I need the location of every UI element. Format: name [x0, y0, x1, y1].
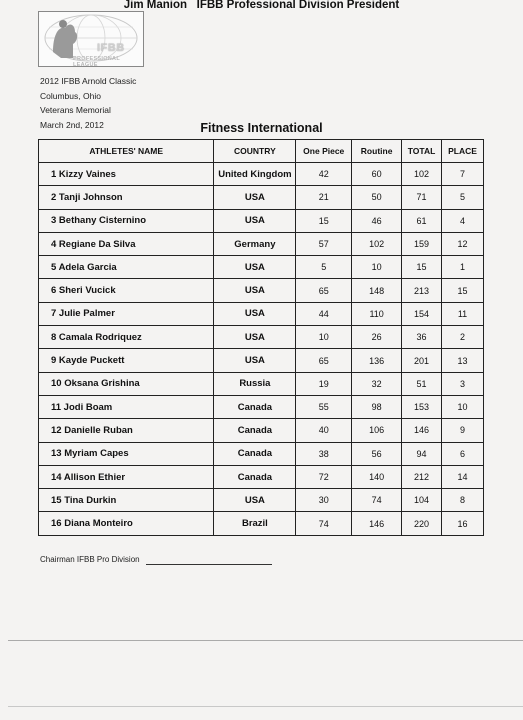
country-cell: Canada — [214, 395, 296, 418]
place-cell: 8 — [442, 489, 484, 512]
country-cell: USA — [214, 256, 296, 279]
athlete-name-cell: 14 Allison Ethier — [39, 465, 214, 488]
place-cell: 12 — [442, 232, 484, 255]
table-row — [39, 442, 484, 465]
routine-score-cell: 26 — [352, 326, 402, 349]
total-score-cell: 146 — [402, 419, 442, 442]
event-venue: Veterans Memorial — [40, 105, 111, 115]
athlete-name-cell: 9 Kayde Puckett — [39, 349, 214, 372]
athlete-name-cell: 15 Tina Durkin — [39, 489, 214, 512]
one-piece-score-cell: 10 — [296, 326, 352, 349]
event-name: 2012 IFBB Arnold Classic — [40, 76, 137, 86]
one-piece-score-cell: 72 — [296, 465, 352, 488]
routine-score-cell: 136 — [352, 349, 402, 372]
table-row — [39, 232, 484, 255]
place-cell: 15 — [442, 279, 484, 302]
country-cell: USA — [214, 302, 296, 325]
results-table — [38, 139, 484, 536]
table-row — [39, 279, 484, 302]
results-body — [39, 163, 484, 536]
routine-score-cell: 56 — [352, 442, 402, 465]
country-cell: Germany — [214, 232, 296, 255]
table-header-row — [39, 140, 484, 163]
athlete-name-cell: 1 Kizzy Vaines — [39, 163, 214, 186]
table-row — [39, 302, 484, 325]
header-athletes-name: ATHLETES' NAME — [39, 140, 214, 163]
place-cell: 9 — [442, 419, 484, 442]
routine-score-cell: 102 — [352, 232, 402, 255]
one-piece-score-cell: 40 — [296, 419, 352, 442]
athlete-name-cell: 16 Diana Monteiro — [39, 512, 214, 535]
place-cell: 5 — [442, 186, 484, 209]
athlete-name-cell: 11 Jodi Boam — [39, 395, 214, 418]
athlete-name-cell: 8 Camala Rodriquez — [39, 326, 214, 349]
one-piece-score-cell: 19 — [296, 372, 352, 395]
country-cell: Brazil — [214, 512, 296, 535]
signature-line — [146, 564, 272, 565]
athlete-name-cell: 3 Bethany Cisternino — [39, 209, 214, 232]
header-place: PLACE — [442, 140, 484, 163]
one-piece-score-cell: 57 — [296, 232, 352, 255]
total-score-cell: 61 — [402, 209, 442, 232]
athlete-name-cell: 5 Adela Garcia — [39, 256, 214, 279]
place-cell: 14 — [442, 465, 484, 488]
one-piece-score-cell: 30 — [296, 489, 352, 512]
athlete-name-cell: 2 Tanji Johnson — [39, 186, 214, 209]
routine-score-cell: 110 — [352, 302, 402, 325]
president-title: IFBB Professional Division President — [196, 0, 400, 11]
one-piece-score-cell: 42 — [296, 163, 352, 186]
total-score-cell: 154 — [402, 302, 442, 325]
country-cell: USA — [214, 326, 296, 349]
total-score-cell: 102 — [402, 163, 442, 186]
country-cell: Canada — [214, 419, 296, 442]
routine-score-cell: 98 — [352, 395, 402, 418]
one-piece-score-cell: 38 — [296, 442, 352, 465]
table-row — [39, 489, 484, 512]
country-cell: United Kingdom — [214, 163, 296, 186]
total-score-cell: 71 — [402, 186, 442, 209]
total-score-cell: 94 — [402, 442, 442, 465]
page-header — [0, 0, 523, 11]
place-cell: 10 — [442, 395, 484, 418]
routine-score-cell: 148 — [352, 279, 402, 302]
table-row — [39, 163, 484, 186]
routine-score-cell: 50 — [352, 186, 402, 209]
routine-score-cell: 146 — [352, 512, 402, 535]
place-cell: 16 — [442, 512, 484, 535]
place-cell: 2 — [442, 326, 484, 349]
event-city: Columbus, Ohio — [40, 90, 101, 101]
one-piece-score-cell: 5 — [296, 256, 352, 279]
divider-line — [8, 640, 523, 641]
place-cell: 11 — [442, 302, 484, 325]
place-cell: 1 — [442, 256, 484, 279]
routine-score-cell: 10 — [352, 256, 402, 279]
one-piece-score-cell: 21 — [296, 186, 352, 209]
total-score-cell: 15 — [402, 256, 442, 279]
routine-score-cell: 74 — [352, 489, 402, 512]
table-row — [39, 349, 484, 372]
one-piece-score-cell: 15 — [296, 209, 352, 232]
athlete-name-cell: 10 Oksana Grishina — [39, 372, 214, 395]
country-cell: USA — [214, 279, 296, 302]
event-date: March 2nd, 2012 — [40, 119, 104, 130]
table-row — [39, 256, 484, 279]
athlete-name-cell: 13 Myriam Capes — [39, 442, 214, 465]
chairman-signature-label: Chairman IFBB Pro Division — [40, 555, 140, 564]
routine-score-cell: 140 — [352, 465, 402, 488]
routine-score-cell: 106 — [352, 419, 402, 442]
total-score-cell: 159 — [402, 232, 442, 255]
country-cell: Canada — [214, 465, 296, 488]
total-score-cell: 51 — [402, 372, 442, 395]
country-cell: USA — [214, 209, 296, 232]
header-country: COUNTRY — [214, 140, 296, 163]
place-cell: 13 — [442, 349, 484, 372]
country-cell: Canada — [214, 442, 296, 465]
table-row — [39, 465, 484, 488]
table-row — [39, 395, 484, 418]
divider-line — [8, 706, 523, 707]
one-piece-score-cell: 65 — [296, 279, 352, 302]
athlete-name-cell: 7 Julie Palmer — [39, 302, 214, 325]
place-cell: 7 — [442, 163, 484, 186]
routine-score-cell: 60 — [352, 163, 402, 186]
total-score-cell: 36 — [402, 326, 442, 349]
total-score-cell: 201 — [402, 349, 442, 372]
table-row — [39, 326, 484, 349]
total-score-cell: 212 — [402, 465, 442, 488]
country-cell: Russia — [214, 372, 296, 395]
ifbb-logo — [38, 11, 144, 67]
one-piece-score-cell: 74 — [296, 512, 352, 535]
total-score-cell: 213 — [402, 279, 442, 302]
athlete-name-cell: 12 Danielle Ruban — [39, 419, 214, 442]
place-cell: 4 — [442, 209, 484, 232]
table-row — [39, 186, 484, 209]
bodybuilder-silhouette-icon — [53, 25, 77, 58]
table-row — [39, 419, 484, 442]
place-cell: 6 — [442, 442, 484, 465]
country-cell: USA — [214, 489, 296, 512]
athlete-name-cell: 6 Sheri Vucick — [39, 279, 214, 302]
total-score-cell: 153 — [402, 395, 442, 418]
logo-subtext: PROFESSIONAL LEAGUE — [73, 56, 120, 68]
athlete-name-cell: 4 Regiane Da Silva — [39, 232, 214, 255]
routine-score-cell: 32 — [352, 372, 402, 395]
country-cell: USA — [214, 186, 296, 209]
place-cell: 3 — [442, 372, 484, 395]
division-title: Fitness International — [200, 121, 323, 135]
country-cell: USA — [214, 349, 296, 372]
total-score-cell: 104 — [402, 489, 442, 512]
table-row — [39, 512, 484, 535]
logo-text: IFBB — [97, 42, 125, 54]
one-piece-score-cell: 55 — [296, 395, 352, 418]
one-piece-score-cell: 65 — [296, 349, 352, 372]
one-piece-score-cell: 44 — [296, 302, 352, 325]
total-score-cell: 220 — [402, 512, 442, 535]
table-row — [39, 372, 484, 395]
routine-score-cell: 46 — [352, 209, 402, 232]
header-routine: Routine — [352, 140, 402, 163]
header-total: TOTAL — [402, 140, 442, 163]
header-one-piece: One Piece — [296, 140, 352, 163]
table-row — [39, 209, 484, 232]
president-name: Jim Manion — [123, 0, 188, 11]
